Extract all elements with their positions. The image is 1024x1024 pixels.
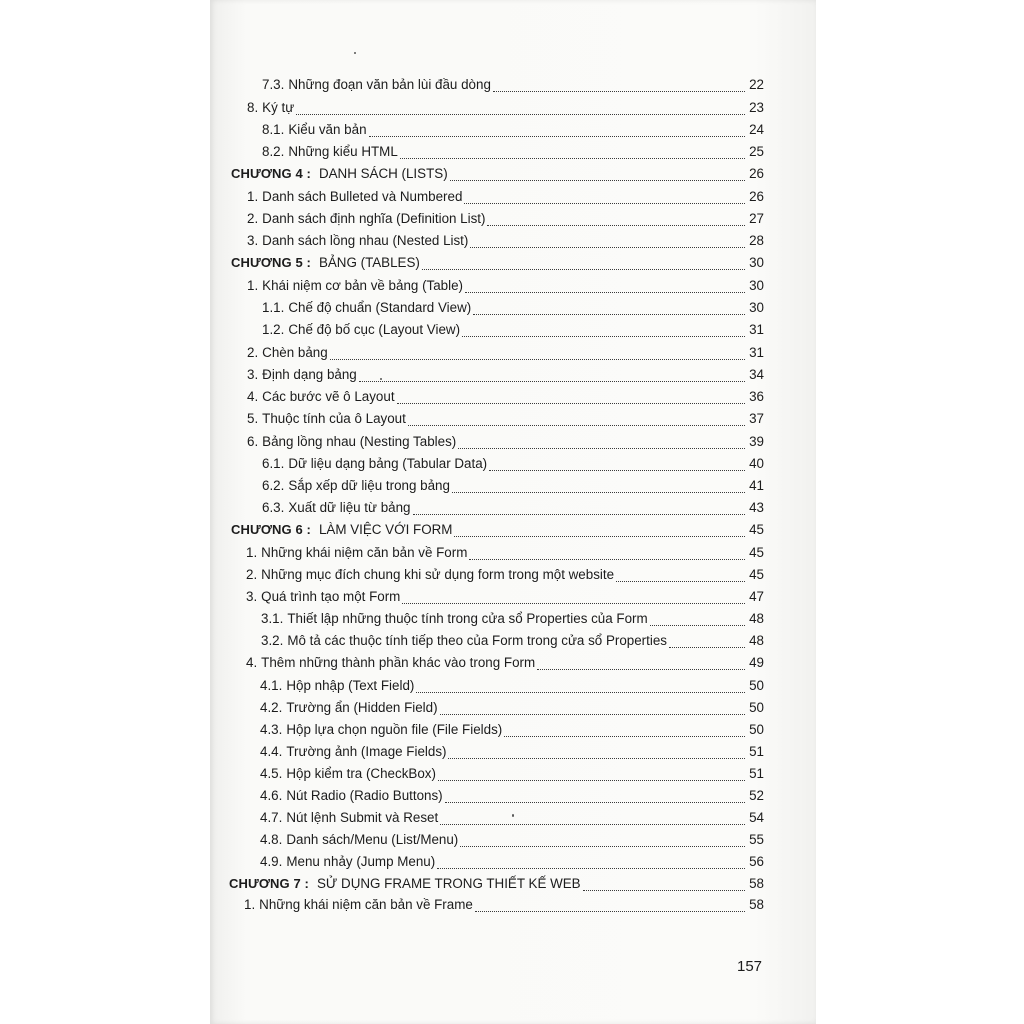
- toc-entry-row: [261, 608, 764, 630]
- toc-entry-row: [262, 319, 764, 341]
- section-title: Trường ẩn (Hidden Field): [286, 700, 438, 715]
- page-ref: 49: [749, 655, 764, 670]
- page-ref: 25: [749, 144, 764, 159]
- dot-leader: [400, 157, 745, 159]
- section-title: Hộp kiểm tra (CheckBox): [286, 766, 436, 781]
- page-ref: 36: [749, 389, 764, 404]
- page-ref: 45: [749, 545, 764, 560]
- dot-leader: [537, 668, 745, 670]
- toc-entry-row: [247, 342, 764, 364]
- page-number: 157: [737, 958, 763, 975]
- section-number: 2.: [246, 567, 258, 582]
- page-ref: 28: [749, 233, 764, 248]
- section-title: Ký tự: [262, 100, 295, 115]
- page-ref: 22: [749, 77, 764, 92]
- section-number: 4.2.: [260, 700, 283, 715]
- section-number: 3.: [247, 233, 259, 248]
- dot-leader: [469, 558, 745, 560]
- chapter-label: CHƯƠNG 5 :: [231, 255, 311, 270]
- section-number: 3.1.: [261, 611, 284, 626]
- dot-leader: [450, 179, 745, 181]
- section-title: Khái niệm cơ bản về bảng (Table): [262, 278, 463, 293]
- page-ref: 51: [749, 744, 764, 759]
- toc-chapter-row: [231, 252, 764, 274]
- toc-entry-row: [247, 408, 764, 430]
- page-ref: 37: [749, 411, 764, 426]
- dot-leader: [440, 823, 745, 825]
- toc-entry-row: [247, 230, 764, 252]
- toc-entry-row: [260, 719, 764, 741]
- section-title: Quá trình tạo một Form: [261, 589, 401, 604]
- page-ref: 56: [749, 854, 764, 869]
- dot-leader: [458, 447, 745, 449]
- dot-leader: [650, 624, 745, 626]
- page-ref: 45: [749, 522, 764, 537]
- section-number: 6.3.: [262, 500, 285, 515]
- section-title: Nút lệnh Submit và Reset: [286, 810, 439, 825]
- toc-entry-row: [247, 97, 764, 119]
- dot-leader: [465, 291, 745, 293]
- section-number: 1.2.: [262, 322, 285, 337]
- chapter-title: DANH SÁCH (LISTS): [318, 166, 448, 181]
- toc-entry-row: [246, 652, 764, 674]
- section-title: Danh sách lồng nhau (Nested List): [262, 233, 469, 248]
- section-number: 3.: [247, 367, 259, 382]
- page-ref: 47: [749, 589, 764, 604]
- section-number: 1.: [247, 278, 259, 293]
- toc-entry-row: [244, 894, 764, 916]
- dot-leader: [454, 535, 745, 537]
- dot-leader: [489, 469, 745, 471]
- section-number: 6.: [247, 434, 259, 449]
- dot-leader: [452, 491, 745, 493]
- page-ref: 52: [749, 788, 764, 803]
- toc-entry-row: [260, 851, 764, 873]
- section-number: 4.3.: [260, 722, 283, 737]
- section-number: 5.: [247, 411, 259, 426]
- toc-entry-row: [246, 564, 764, 586]
- dot-leader: [487, 224, 745, 226]
- section-title: Những khái niệm căn bản về Form: [261, 545, 468, 560]
- section-number: 8.2.: [262, 144, 285, 159]
- page-ref: 27: [749, 211, 764, 226]
- dot-leader: [616, 580, 745, 582]
- toc-chapter-row: [231, 163, 764, 185]
- toc-entry-row: [262, 74, 764, 96]
- section-number: 1.: [244, 897, 256, 912]
- dot-leader: [296, 113, 745, 115]
- page-ref: 45: [749, 567, 764, 582]
- section-title: Những đoạn văn bản lùi đầu dòng: [288, 77, 491, 92]
- section-title: Danh sách/Menu (List/Menu): [286, 832, 459, 847]
- toc-entry-row: [247, 186, 764, 208]
- section-title: Thuộc tính của ô Layout: [262, 411, 406, 426]
- section-number: 7.3.: [262, 77, 285, 92]
- section-title: Chế độ bố cục (Layout View): [288, 322, 461, 337]
- dot-leader: [359, 380, 745, 382]
- section-number: 8.1.: [262, 122, 285, 137]
- page-ref: 50: [749, 678, 764, 693]
- dot-leader: [445, 801, 745, 803]
- chapter-label: CHƯƠNG 6 :: [231, 522, 311, 537]
- toc-entry-row: [260, 807, 764, 829]
- section-title: Trường ảnh (Image Fields): [286, 744, 447, 759]
- chapter-label: CHƯƠNG 7 :: [229, 876, 309, 891]
- dot-leader: [438, 779, 745, 781]
- section-number: 4.5.: [260, 766, 283, 781]
- section-number: 2.: [247, 211, 259, 226]
- section-number: 4.: [246, 655, 258, 670]
- page-ref: 26: [749, 166, 764, 181]
- section-title: Danh sách Bulleted và Numbered: [262, 189, 463, 204]
- toc-entry-row: [260, 785, 764, 807]
- section-title: Xuất dữ liệu từ bảng: [288, 500, 411, 515]
- section-number: 4.7.: [260, 810, 283, 825]
- dot-leader: [669, 646, 745, 648]
- section-title: Dữ liệu dạng bảng (Tabular Data): [288, 456, 488, 471]
- chapter-title: BẢNG (TABLES): [318, 255, 420, 270]
- chapter-title: LÀM VIỆC VỚI FORM: [318, 522, 453, 537]
- dot-leader: [440, 713, 745, 715]
- page-ref: 34: [749, 367, 764, 382]
- dot-leader: [460, 845, 745, 847]
- page-ref: 41: [749, 478, 764, 493]
- toc-entry-row: [247, 364, 764, 386]
- page-ref: 30: [749, 278, 764, 293]
- toc-entry-row: [262, 453, 764, 475]
- dot-leader: [470, 246, 745, 248]
- section-number: 1.: [247, 189, 259, 204]
- dot-leader: [504, 735, 745, 737]
- section-number: 4.6.: [260, 788, 283, 803]
- page-ref: 50: [749, 700, 764, 715]
- section-number: 4.9.: [260, 854, 283, 869]
- toc-entry-row: [247, 208, 764, 230]
- section-number: 1.1.: [262, 300, 285, 315]
- page-ref: 31: [749, 345, 764, 360]
- section-number: 4.: [247, 389, 259, 404]
- toc-entry-row: [260, 741, 764, 763]
- section-number: 3.: [246, 589, 258, 604]
- toc-entry-row: [260, 829, 764, 851]
- section-title: Thêm những thành phần khác vào trong Form: [261, 655, 536, 670]
- section-title: Thiết lập những thuộc tính trong cửa sổ Properties của Form: [287, 611, 648, 626]
- dot-leader: [413, 513, 745, 515]
- toc-entry-row: [260, 675, 764, 697]
- dot-leader: [583, 889, 745, 891]
- dot-leader: [464, 202, 745, 204]
- section-title: Hộp lựa chọn nguồn file (File Fields): [286, 722, 503, 737]
- page-ref: 58: [749, 897, 764, 912]
- toc-entry-row: [262, 141, 764, 163]
- page-ref: 55: [749, 832, 764, 847]
- dot-leader: [462, 335, 745, 337]
- section-title: Nút Radio (Radio Buttons): [286, 788, 443, 803]
- dot-leader: [437, 867, 745, 869]
- page-ref: 50: [749, 722, 764, 737]
- section-title: Những khái niệm căn bản về Frame: [259, 897, 473, 912]
- toc-entry-row: [246, 586, 764, 608]
- toc-entry-row: [247, 275, 764, 297]
- page-ref: 23: [749, 100, 764, 115]
- section-number: 6.1.: [262, 456, 285, 471]
- section-title: Menu nhảy (Jump Menu): [286, 854, 436, 869]
- section-number: 2.: [247, 345, 259, 360]
- dot-leader: [408, 424, 745, 426]
- dot-leader: [422, 268, 745, 270]
- section-number: 4.1.: [260, 678, 283, 693]
- page-ref: 54: [749, 810, 764, 825]
- dot-leader: [330, 358, 745, 360]
- dot-leader: [448, 757, 745, 759]
- section-title: Danh sách định nghĩa (Definition List): [262, 211, 486, 226]
- toc-entry-row: [246, 542, 764, 564]
- page-ref: 48: [749, 611, 764, 626]
- section-title: Hộp nhập (Text Field): [286, 678, 415, 693]
- toc-entry-row: [262, 119, 764, 141]
- toc-entry-row: [262, 497, 764, 519]
- section-title: Chế độ chuẩn (Standard View): [288, 300, 472, 315]
- dot-leader: [473, 313, 745, 315]
- section-title: Mô tả các thuộc tính tiếp theo của Form trong cửa sổ Properties: [287, 633, 667, 648]
- page-ref: 31: [749, 322, 764, 337]
- page-ref: 48: [749, 633, 764, 648]
- section-number: 6.2.: [262, 478, 285, 493]
- section-number: 3.2.: [261, 633, 284, 648]
- dot-leader: [416, 691, 745, 693]
- toc-entry-row: [260, 763, 764, 785]
- page-ref: 30: [749, 300, 764, 315]
- section-title: Sắp xếp dữ liệu trong bảng: [288, 478, 450, 493]
- toc-chapter-row: [231, 519, 764, 541]
- toc-entry-row: [262, 475, 764, 497]
- dot-leader: [402, 602, 745, 604]
- dot-leader: [369, 135, 745, 137]
- section-title: Bảng lồng nhau (Nesting Tables): [262, 434, 457, 449]
- page-ref: 24: [749, 122, 764, 137]
- toc-entry-row: [262, 297, 764, 319]
- chapter-label: CHƯƠNG 4 :: [231, 166, 311, 181]
- dot-leader: [475, 910, 745, 912]
- section-title: Chèn bảng: [262, 345, 328, 360]
- page-ref: 30: [749, 255, 764, 270]
- section-title: Những kiểu HTML: [288, 144, 398, 159]
- section-number: 8.: [247, 100, 259, 115]
- page-ref: 51: [749, 766, 764, 781]
- section-number: 1.: [246, 545, 258, 560]
- page-ref: 39: [749, 434, 764, 449]
- dot-leader: [397, 402, 745, 404]
- chapter-title: SỬ DỤNG FRAME TRONG THIẾT KẾ WEB: [316, 876, 581, 891]
- section-title: Những mục đích chung khi sử dụng form trong một website: [261, 567, 615, 582]
- page-ref: 26: [749, 189, 764, 204]
- page-ref: 58: [749, 876, 764, 891]
- dot-leader: [493, 90, 745, 92]
- section-number: 4.8.: [260, 832, 283, 847]
- section-number: 4.4.: [260, 744, 283, 759]
- section-title: Định dạng bảng: [262, 367, 357, 382]
- section-title: Kiểu văn bản: [288, 122, 367, 137]
- toc-chapter-row: [229, 873, 764, 895]
- toc-entry-row: [261, 630, 764, 652]
- page-ref: 40: [749, 456, 764, 471]
- toc-entry-row: [247, 386, 764, 408]
- toc-entry-row: [247, 431, 764, 453]
- toc-entry-row: [260, 697, 764, 719]
- section-title: Các bước vẽ ô Layout: [262, 389, 395, 404]
- page-ref: 43: [749, 500, 764, 515]
